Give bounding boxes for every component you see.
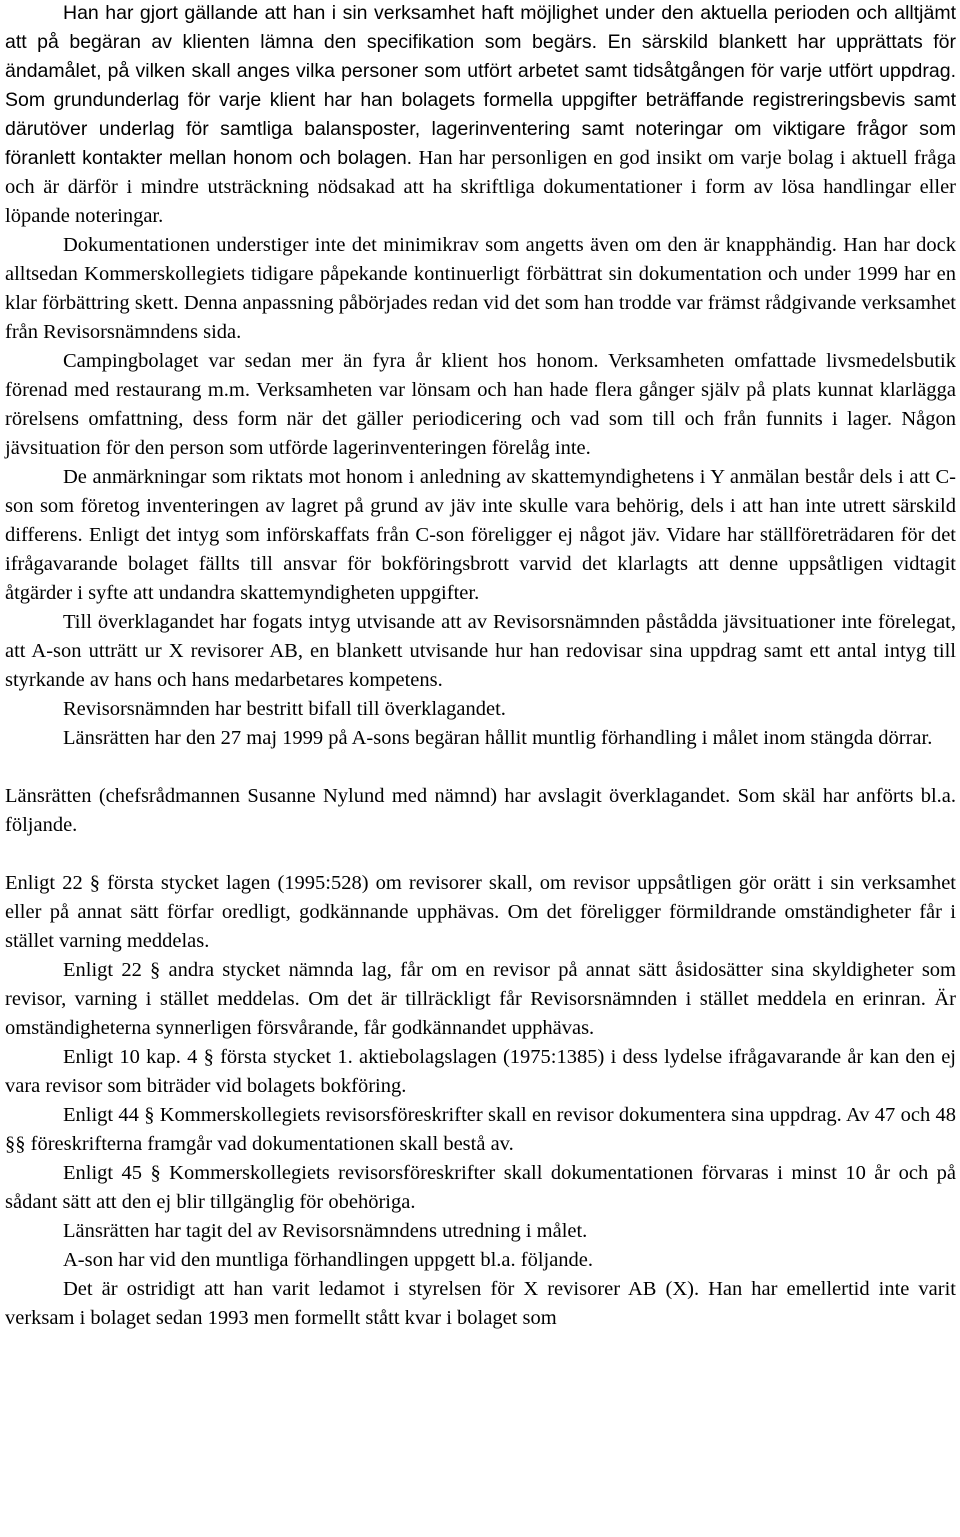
paragraph-spacer [5,753,956,782]
paragraph-text: Campingbolaget var sedan mer än fyra år klient hos honom. Verksamheten omfattade livsmedelsbutik förenad med restaurang m.m. Verksamheten var lönsam och han hade flera gånger själv på plats kunnat klarlägga rörelsens omfattning, dess form när det gäller periodicering och vad som till och från funnits i lager. Någon jävsituation för den person som utförde lagerinventeringen förelåg inte. [5,350,956,459]
body-paragraph [5,869,956,956]
body-paragraph [5,463,956,608]
paragraph-text: Enligt 44 § Kommerskollegiets revisorsföreskrifter skall en revisor dokumentera sina uppdrag. Av 47 och 48 §§ föreskrifterna framgår vad dokumentationen skall bestå av. [5,1104,956,1155]
paragraph-text: Enligt 45 § Kommerskollegiets revisorsföreskrifter skall dokumentationen förvaras i minst 10 år och på sådant sätt att den ej blir tillgänglig för obehöriga. [5,1162,956,1213]
body-paragraph [5,782,956,840]
paragraph-text: A-son har vid den muntliga förhandlingen uppgett bl.a. följande. [63,1249,594,1271]
paragraph-text: Han har gjort gällande att han i sin verksamhet haft möjlighet under den aktuella perioden och alltjämt att på begäran av klienten lämna den specifikation som begärs. En särskild blankett har upprättats för ändamålet, på vilken skall anges vilka personer som utfört arbetet samt tidsåtgången för varje utfört uppdrag. [5,2,956,82]
body-paragraph [5,1101,956,1159]
body-paragraph [5,1217,956,1246]
body-paragraph [5,1159,956,1217]
paragraph-text: Länsrätten har tagit del av Revisorsnämndens utredning i målet. [63,1220,588,1242]
body-paragraph [5,1275,956,1333]
paragraph-spacer [5,840,956,869]
paragraph-text: Enligt 10 kap. 4 § första stycket 1. aktiebolagslagen (1975:1385) i dess lydelse ifrågavarande år kan den ej vara revisor som biträder vid bolagets bokföring. [5,1046,956,1097]
body-paragraph [5,724,956,753]
paragraph-text: Länsrätten har den 27 maj 1999 på A-sons begäran hållit muntlig förhandling i målet inom stängda dörrar. [63,727,933,749]
body-paragraph [5,0,956,231]
paragraph-text: Revisorsnämnden har bestritt bifall till överklagandet. [63,698,506,720]
body-paragraph [5,608,956,695]
body-paragraph [5,695,956,724]
paragraph-text: Som grundunderlag för varje klient har han bolagets formella uppgifter beträffande registreringsbevis samt därutöver underlag för samtliga balansposter, lagerinventering samt noteringar om viktigare frågor som föranlett kontakter mellan honom och bolagen. [5,89,956,169]
body-paragraph [5,1246,956,1275]
paragraph-text: Länsrätten (chefsrådmannen Susanne Nylund med nämnd) har avslagit överklagandet. Som skäl har anförts bl.a. följande. [5,785,956,836]
paragraph-text: Det är ostridigt att han varit ledamot i styrelsen för X revisorer AB (X). Han har emellertid inte varit verksam i bolaget sedan 1993 men formellt stått kvar i bolaget som [5,1278,956,1329]
document-page [5,0,956,1333]
paragraph-text: Han har personligen en god insikt om varje bolag i aktuell fråga och är därför i mindre utsträckning nödsakad att ha skriftliga dokumentationer i form av lösa handlingar eller löpande noteringar. [5,147,956,227]
paragraph-text: Till överklagandet har fogats intyg utvisande att av Revisorsnämnden påstådda jävsituationer inte förelegat, att A-son utträtt ur X revisorer AB, en blankett utvisande hur han redovisar sina uppdrag samt ett antal intyg till styrkande av hans och hans medarbetares kompetens. [5,611,956,691]
paragraph-text: Enligt 22 § första stycket lagen (1995:528) om revisorer skall, om revisor uppsåtligen gör orätt i sin verksamhet eller på annat sätt förfar oredligt, godkännande upphävas. Om det föreligger förmildrande omständigheter får i stället varning meddelas. [5,872,956,952]
body-paragraph [5,956,956,1043]
paragraph-text: Dokumentationen understiger inte det minimikrav som angetts även om den är knapphändig. Han har dock alltsedan Kommerskollegiets tidigare påpekande kontinuerligt förbättrat sin dokumentation och under 1999 har en klar förbättring skett. Denna anpassning påbörjades redan vid det som han trodde var främst rådgivande verksamhet från Revisorsnämndens sida. [5,234,956,343]
body-paragraph [5,1043,956,1101]
body-paragraph [5,231,956,347]
body-paragraph [5,347,956,463]
paragraph-text: Enligt 22 § andra stycket nämnda lag, får om en revisor på annat sätt åsidosätter sina skyldigheter som revisor, varning i stället meddelas. Om det är tillräckligt får Revisorsnämnden i stället meddela en erinran. Är omständigheterna synnerligen försvårande, får godkännandet upphävas. [5,959,956,1039]
paragraph-text: De anmärkningar som riktats mot honom i anledning av skattemyndighetens i Y anmälan består dels i att C-son som företog inventeringen av lagret på grund av jäv inte skulle vara behörig, dels i att han inte utrett särskild differens. Enligt det intyg som införskaffats från C-son föreligger ej något jäv. Vidare har ställföreträdaren för det ifrågavarande bolaget fällts till ansvar för bokföringsbrott varvid det klarlagts att denne uppsåtligen vidtagit åtgärder i syfte att undandra skattemyndigheten uppgifter. [5,466,956,604]
